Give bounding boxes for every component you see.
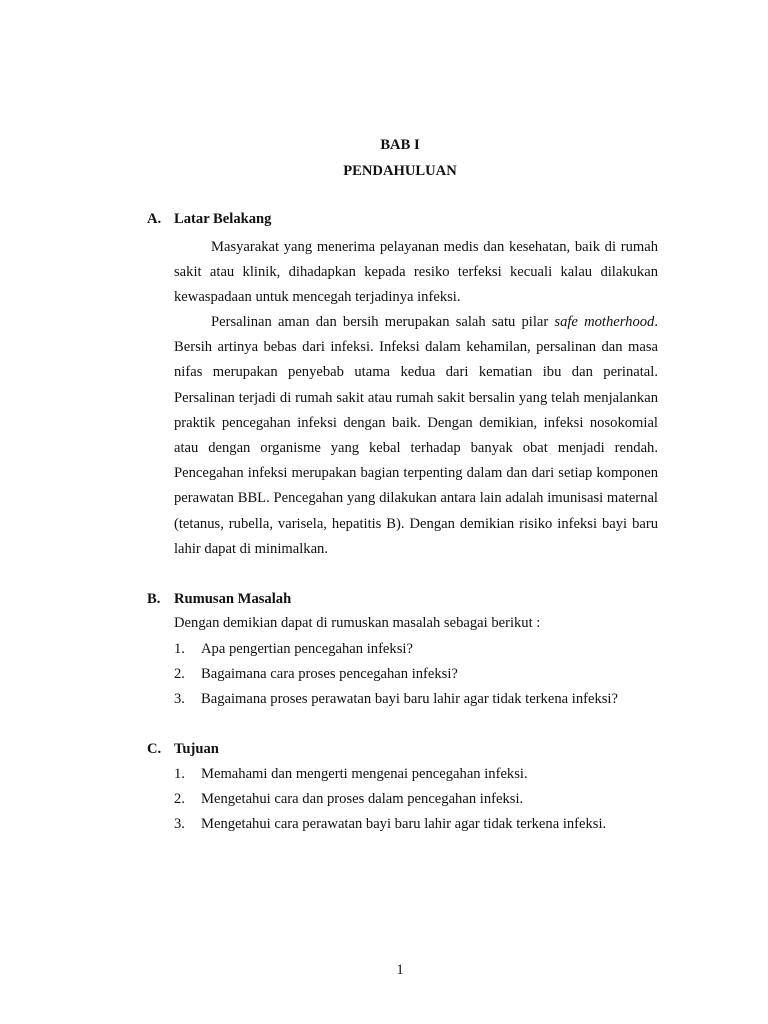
list-item <box>174 637 618 662</box>
section-b-title: Rumusan Masalah <box>174 591 292 607</box>
paragraph-2-start: Persalinan aman dan bersih merupakan salah satu pilar <box>211 314 555 330</box>
section-a-paragraph-1: Masyarakat yang menerima pelayanan medis dan kesehatan, baik di rumah sakit atau klinik, dihadapkan kepada resiko terfeksi kecuali kalau dilakukan kewaspadaan untuk mencegah terjadinya infeksi. <box>174 239 658 306</box>
list-item-number: 1. <box>174 766 185 782</box>
list-item-number: 2. <box>174 666 185 683</box>
section-a-title: Latar Belakang <box>174 211 272 227</box>
section-c-title: Tujuan <box>174 741 219 757</box>
page-number: 1 <box>396 962 404 978</box>
chapter-title: PENDAHULUAN <box>343 163 457 179</box>
list-item-number: 1. <box>174 641 185 657</box>
section-a-paragraph-2 <box>174 310 658 562</box>
list-item <box>174 787 606 812</box>
list-item <box>174 762 606 787</box>
list-item-text: Bagaimana cara proses pencegahan infeksi? <box>201 666 458 683</box>
list-item-number: 3. <box>174 691 185 708</box>
list-item-text: Mengetahui cara perawatan bayi baru lahir agar tidak terkena infeksi. <box>201 816 607 833</box>
list-item <box>174 812 606 837</box>
section-b-intro: Dengan demikian dapat di rumuskan masalah sebagai berikut : <box>174 615 541 631</box>
chapter-label: BAB I <box>380 137 420 153</box>
section-c-letter: C. <box>147 741 162 757</box>
section-a-letter: A. <box>147 211 162 227</box>
section-c-heading <box>147 741 219 758</box>
list-item-text: Mengetahui cara dan proses dalam pencegahan infeksi. <box>201 791 524 808</box>
section-b-heading <box>147 591 291 608</box>
list-item-number: 3. <box>174 816 185 833</box>
list-item-text: Memahami dan mengerti mengenai pencegahan infeksi. <box>201 766 528 782</box>
section-b-list <box>174 637 618 713</box>
list-item <box>174 687 618 712</box>
paragraph-2-italic-term: safe motherhood <box>554 314 655 330</box>
list-item-text: Apa pengertian pencegahan infeksi? <box>201 641 413 657</box>
section-b-letter: B. <box>147 591 161 607</box>
list-item <box>174 662 618 687</box>
paragraph-2-rest: . Bersih artinya bebas dari infeksi. Infeksi dalam kehamilan, persalinan dan masa nifas merupakan penyebab utama kedua dari kematian ibu dan perinatal. Persalinan terjadi di rumah sakit atau rumah sakit bersalin yang telah menjalankan praktik pencegahan infeksi dengan baik. Dengan demikian, infeksi nosokomial atau dengan organisme yang kebal terhadap banyak obat menjadi rendah. Pencegahan infeksi merupakan bagian terpenting dalam dan dari setiap komponen perawatan BBL. Pencegahan yang dilakukan antara lain adalah imunisasi maternal (tetanus, rubella, varisela, hepatitis B). Dengan demikian risiko infeksi bayi baru lahir dapat di minimalkan. <box>174 314 658 557</box>
section-c-list <box>174 762 606 838</box>
list-item-number: 2. <box>174 791 185 808</box>
list-item-text: Bagaimana proses perawatan bayi baru lahir agar tidak terkena infeksi? <box>201 691 618 708</box>
section-a-heading <box>147 211 271 228</box>
